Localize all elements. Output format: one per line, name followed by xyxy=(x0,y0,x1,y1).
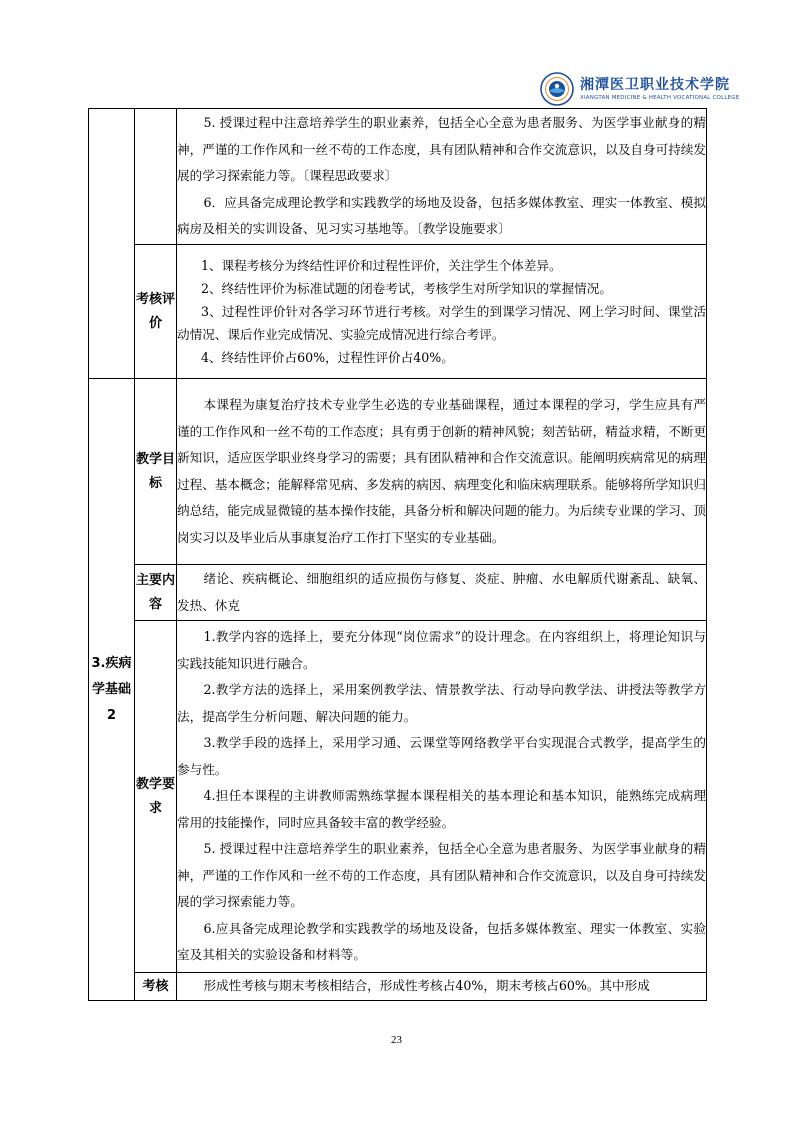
prev-req-item-5: 5. 授课过程中注意培养学生的职业素养，包括全心全意为患者服务、为医学事业献身的精神，严谨的工作作风和一丝不苟的工作态度，具有团队精神和合作交流意识，以及自身可持续发展的学习探索能力等。〔课程思政要求〕 xyxy=(177,115,706,184)
prev-eval-item-1: 1、课程考核分为终结性评价和过程性评价，关注学生个体差异。 xyxy=(200,258,562,273)
evaluation-row xyxy=(89,973,707,1001)
req-item-4: 4.担任本课程的主讲教师需熟练掌握本课程相关的基本理论和基本知识，能熟练完成病理常用的技能操作，同时应具备较丰富的教学经验。 xyxy=(177,788,706,830)
goal-row xyxy=(89,379,707,565)
requirements-cell xyxy=(177,621,707,973)
content-row xyxy=(89,565,707,621)
req-item-6: 6.应具备完成理论教学和实践教学的场地及设备，包括多媒体教室、理实一体教室、实验室及其相关的实验设备和材料等。 xyxy=(177,920,706,963)
prev-eval-label: 考核评价 xyxy=(135,245,177,379)
req-item-3: 3.教学手段的选择上，采用学习通、云课堂等网络教学平台实现混合式教学，提高学生的参与性。 xyxy=(177,735,706,777)
content-cell xyxy=(177,565,707,621)
eval-label: 考核 xyxy=(135,973,177,1001)
college-logo xyxy=(540,72,739,106)
page-number: 23 xyxy=(391,1034,402,1046)
logo-english-name: XIANGTAN MEDICINE & HEALTH VOCATIONAL COLLEGE xyxy=(580,94,740,101)
prev-evaluation-row xyxy=(89,245,707,379)
goal-text: 本课程为康复治疗技术专业学生必选的专业基础课程，通过本课程的学习，学生应具有严谨的工作作风和一丝不苟的工作态度；具有勇于创新的精神风貌；刻苦钻研，精益求精，不断更新知识，适应医学职业终身学习的需要；具有团队精神和合作交流意识。能阐明疾病常见的病理过程、基本概念；能解释常见病、多发病的病因、病理变化和临床病理联系。能够将所学知识归纳总结，能完成显微镜的基本操作技能，具备分析和解决问题的能力。为后续专业课的学习、顶岗实习以及毕业后从事康复治疗工作打下坚实的专业基础。 xyxy=(177,397,706,545)
goal-label: 教学目标 xyxy=(135,379,177,565)
content-text: 绪论、疾病概论、细胞组织的适应损伤与修复、炎症、肿瘤、水电解质代谢紊乱、缺氧、发热、休克 xyxy=(177,571,706,613)
goal-cell xyxy=(177,379,707,565)
college-seal-icon xyxy=(540,72,574,106)
prev-subject-cell xyxy=(89,109,135,379)
prev-eval-item-2: 2、终结性评价为标准试题的闭卷考试，考核学生对所学知识的掌握情况。 xyxy=(200,281,612,296)
prev-requirements-cell xyxy=(177,109,707,245)
evaluation-cell xyxy=(177,973,707,1001)
prev-requirements-row xyxy=(89,109,707,245)
prev-evaluation-cell xyxy=(177,245,707,379)
req-label: 教学要求 xyxy=(135,621,177,973)
requirements-row xyxy=(89,621,707,973)
prev-eval-item-3: 3、过程性评价针对各学习环节进行考核。对学生的到课学习情况、网上学习时间、课堂活动情况、课后作业完成情况、实验完成情况进行综合考评。 xyxy=(177,304,706,342)
evaluation-text: 形成性考核与期末考核相结合，形成性考核占40%，期末考核占60%。其中形成 xyxy=(203,978,650,994)
subject-name: 3.疾病学基础2 xyxy=(89,379,135,1001)
course-table xyxy=(88,108,707,1001)
req-item-5: 5. 授课过程中注意培养学生的职业素养，包括全心全意为患者服务、为医学事业献身的精神，严谨的工作作风和一丝不苟的工作态度，具有团队精神和合作交流意识，以及自身可持续发展的学习探索能力等。 xyxy=(177,841,706,910)
logo-chinese-name: 湘潭医卫职业技术学院 xyxy=(580,76,730,93)
prev-req-label-cell xyxy=(135,109,177,245)
prev-req-item-6: 6．应具备完成理论教学和实践教学的场地及设备，包括多媒体教室、理实一体教室、模拟病房及相关的实训设备、见习实习基地等。〔教学设施要求〕 xyxy=(177,194,706,237)
req-item-1: 1.教学内容的选择上，要充分体现“岗位需求”的设计理念。在内容组织上，将理论知识与实践技能知识进行融合。 xyxy=(177,629,706,671)
prev-eval-item-4: 4、终结性评价占60%，过程性评价占40%。 xyxy=(200,350,454,365)
content-label: 主要内容 xyxy=(135,565,177,621)
req-item-2: 2.教学方法的选择上，采用案例教学法、情景教学法、行动导向教学法、讲授法等教学方法，提高学生分析问题、解决问题的能力。 xyxy=(177,682,706,724)
